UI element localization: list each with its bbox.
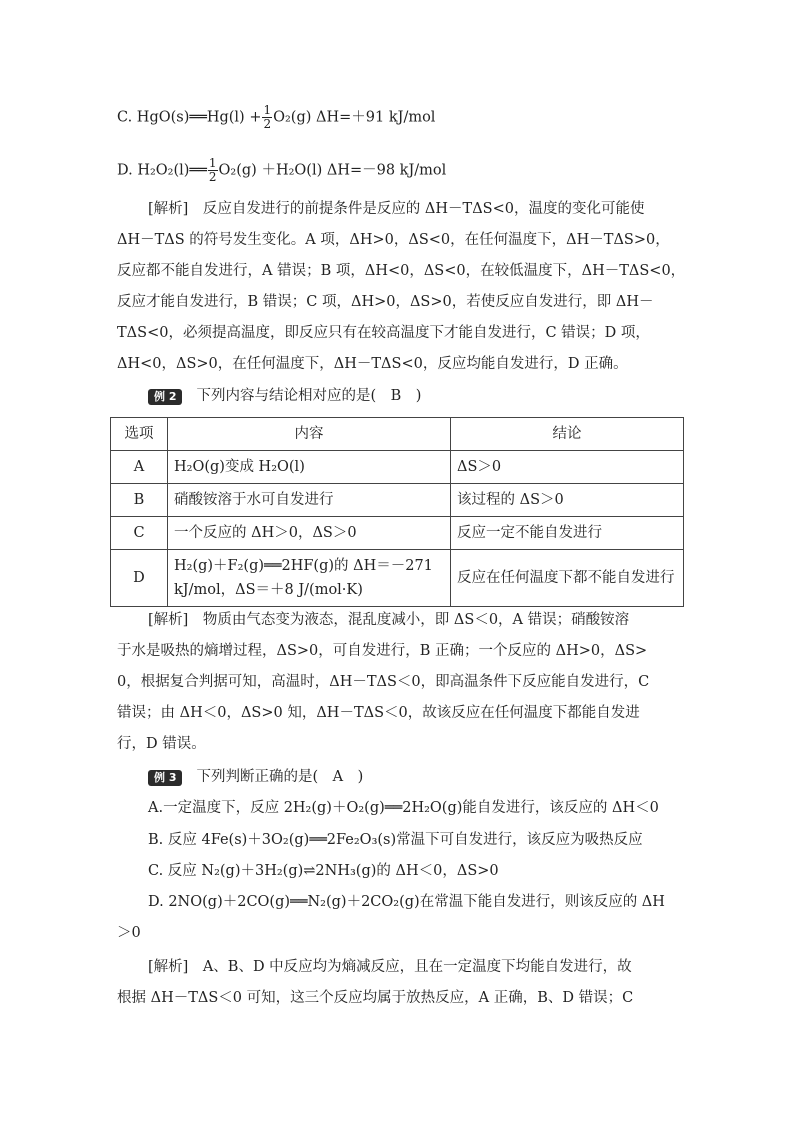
analysis-1-line-5: TΔS<0，必须提高温度，即反应只有在较高温度下才能自发进行，C 错误；D 项， [117, 325, 650, 341]
analysis-2-line-3: 0，根据复合判据可知，高温时，ΔH－TΔS＜0，即高温条件下反应能自发进行，C [117, 674, 650, 690]
example-2-text: 下列内容与结论相对应的是( B ) [196, 388, 422, 404]
fraction-numerator: 1 [208, 156, 217, 170]
example-3-badge: 例 3 [148, 770, 182, 786]
table-header-row [111, 418, 684, 451]
example-2-question [148, 386, 421, 406]
example-3-option-d-cont: ＞0 [117, 925, 141, 941]
analysis-1-line-4: 反应才能自发进行，B 错误；C 项，ΔH>0，ΔS>0，若使反应自发进行，即 ΔH－ [117, 294, 654, 310]
option-c-line [117, 104, 435, 131]
table-cell: H₂O(g)变成 H₂O(l) [168, 451, 451, 484]
example-3-option-b: B. 反应 4Fe(s)＋3O₂(g)══2Fe₂O₃(s)常温下可自发进行，该反应为吸热反应 [148, 832, 643, 848]
example-3-text: 下列判断正确的是( A ) [196, 769, 364, 785]
table-row [111, 550, 684, 607]
analysis-1-line-3: 反应都不能自发进行，A 错误；B 项，ΔH<0，ΔS<0，在较低温度下，ΔH－TΔS<0， [117, 263, 686, 279]
example-2-badge: 例 2 [148, 389, 182, 405]
table-cell: H₂(g)＋F₂(g)══2HF(g)的 ΔH＝－271 kJ/mol，ΔS＝＋8 J/(mol·K) [168, 550, 451, 607]
analysis-2-line-2: 于水是吸热的熵增过程，ΔS>0，可自发进行，B 正确；一个反应的 ΔH>0，ΔS> [117, 643, 648, 659]
fraction-denominator: 2 [263, 117, 272, 131]
analysis-3-line-1: [解析] A、B、D 中反应均为熵减反应，且在一定温度下均能自发进行，故 [148, 959, 632, 975]
option-d-text: D. H₂O₂(l)══ [117, 162, 207, 179]
table-cell: 硝酸铵溶于水可自发进行 [168, 484, 451, 517]
table-cell: ΔS＞0 [451, 451, 684, 484]
example-3-option-a: A.一定温度下，反应 2H₂(g)＋O₂(g)══2H₂O(g)能自发进行，该反应的 ΔH＜0 [148, 800, 659, 816]
table-cell: D [111, 550, 168, 607]
table-header: 选项 [111, 418, 168, 451]
table-row [111, 451, 684, 484]
table-cell: A [111, 451, 168, 484]
table-cell: 一个反应的 ΔH＞0，ΔS＞0 [168, 517, 451, 550]
example-3-option-d: D. 2NO(g)＋2CO(g)══N₂(g)＋2CO₂(g)在常温下能自发进行，则该反应的 ΔH [148, 894, 665, 910]
analysis-2-line-5: 行，D 错误。 [117, 736, 206, 752]
table-cell: B [111, 484, 168, 517]
option-d-rest: O₂(g) ＋H₂O(l) ΔH=－98 kJ/mol [218, 162, 447, 179]
analysis-1-line-6: ΔH<0，ΔS>0，在任何温度下，ΔH－TΔS<0，反应均能自发进行，D 正确。 [117, 356, 628, 372]
option-c-rest: O₂(g) ΔH=＋91 kJ/mol [273, 109, 436, 126]
option-d-line [117, 157, 446, 184]
analysis-2-line-4: 错误；由 ΔH＜0，ΔS>0 知，ΔH－TΔS＜0，故该反应在任何温度下都能自发进 [117, 705, 640, 721]
example-3-question [148, 767, 363, 787]
table-cell: 反应在任何温度下都不能自发进行 [451, 550, 684, 607]
table-header: 内容 [168, 418, 451, 451]
analysis-2-line-1: [解析] 物质由气态变为液态，混乱度减小，即 ΔS＜0，A 错误；硝酸铵溶 [148, 612, 630, 628]
analysis-3-line-2: 根据 ΔH－TΔS＜0 可知，这三个反应均属于放热反应，A 正确，B、D 错误；C [117, 990, 634, 1006]
table-cell: C [111, 517, 168, 550]
table-header: 结论 [451, 418, 684, 451]
fraction-denominator: 2 [208, 170, 217, 184]
option-c-text: C. HgO(s)══Hg(l) + [117, 109, 262, 126]
analysis-1-line-2: ΔH－TΔS 的符号发生变化。A 项，ΔH>0，ΔS<0，在任何温度下，ΔH－TΔS>0， [117, 232, 670, 248]
table-row [111, 517, 684, 550]
table-cell: 反应一定不能自发进行 [451, 517, 684, 550]
fraction-numerator: 1 [263, 103, 272, 117]
knowledge-table [110, 417, 684, 607]
table-cell: 该过程的 ΔS＞0 [451, 484, 684, 517]
fraction-half [262, 104, 272, 131]
table-row [111, 484, 684, 517]
analysis-1-line-1: [解析] 反应自发进行的前提条件是反应的 ΔH－TΔS<0，温度的变化可能使 [148, 201, 645, 217]
example-3-option-c: C. 反应 N₂(g)＋3H₂(g)⇌2NH₃(g)的 ΔH＜0，ΔS>0 [148, 863, 499, 879]
fraction-half [208, 157, 218, 184]
